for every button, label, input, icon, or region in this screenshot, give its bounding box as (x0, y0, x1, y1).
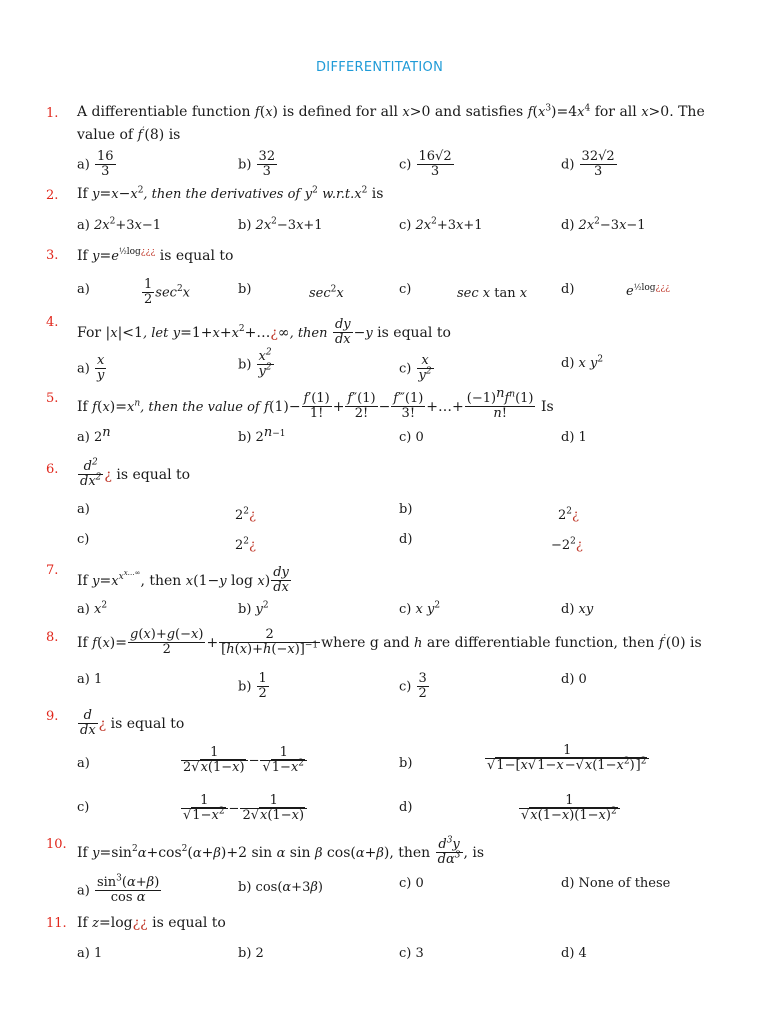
q3-option-d-value: $e^{\frac{1}{2}log¿¿¿}$ (626, 282, 671, 299)
q1-option-b[interactable]: b) $\frac{32}{3}$ (238, 149, 276, 180)
question-9-text: $\frac{d}{dx}$ ¿ is equal to (80, 708, 185, 739)
q5-option-c[interactable]: c) 0 (399, 430, 424, 445)
question-number-10: 10. (46, 837, 67, 852)
question-11-text: If z=log¿¿ is equal to (77, 915, 226, 931)
q1-option-d[interactable]: d) $\frac{32√2}{3}$ (561, 149, 615, 180)
document-title: DIFFERENTITATION (316, 60, 444, 75)
question-number-2: 2. (46, 188, 59, 203)
q10-option-b[interactable]: b) cos(α+3β) (238, 880, 323, 895)
q7-option-c[interactable]: c) x $y^2$ (399, 600, 441, 617)
question-2-text: If $y=x-x^2$, then the derivatives of $y^2$ $w.r.t.x^2$ is (77, 185, 384, 202)
question-8-text: If f(x)= $\frac{g(x)+g(-x)}{2}$ + $\frac{2}{[h(x)+h(-x)]^{-1}}$ where g and h are differentiable function, then f′(0) is (77, 627, 702, 658)
q9-option-a-value: $\frac{1}{2√x(1-x)}$ − $\frac{1}{√1-x^2}$ (180, 746, 308, 776)
question-number-9: 9. (46, 709, 59, 724)
q3-option-a-label[interactable]: a) (77, 282, 90, 297)
q9-option-b-value: $\frac{1}{√1-[x√1-x-√x(1-x^2)]^2}$ (484, 744, 650, 774)
q3-option-d-label[interactable]: d) (561, 282, 575, 297)
question-number-8: 8. (46, 630, 59, 645)
q10-option-a[interactable]: a) $\frac{\sin^3(\alpha+\beta)}{\text{cos α}}$ (77, 873, 160, 906)
q6-option-c-value: $2^2¿$ (235, 536, 256, 553)
question-3-text: If $y=e^{\frac{1}{2}log¿¿¿}$ is equal to (77, 247, 234, 264)
q8-option-c[interactable]: c) $\frac{3}{2}$ (399, 671, 427, 702)
question-number-6: 6. (46, 462, 59, 477)
question-6-text: $\frac{d^2}{dx^2}$ ¿ is equal to (80, 457, 191, 490)
q9-option-d-label[interactable]: d) (399, 800, 413, 815)
q4-option-c[interactable]: c) $\frac{x}{y^2}$ (399, 353, 432, 384)
q9-option-c-value: $\frac{1}{√1-x^2}$ − $\frac{1}{2√x(1-x)}$ (180, 794, 308, 824)
question-10-text: If $y=\sin^2\alpha+\cos^2(\alpha+\beta)+2$ sin α sin β cos(α+β), then $\frac{d^3y}{d\alpha^3}$ , is (77, 835, 485, 868)
question-7-text: If $y=x^{x^{x\dots\infty}}$, then x(1−y log x) $\frac{dy}{dx}$ (77, 565, 289, 596)
q8-option-a[interactable]: a) 1 (77, 672, 103, 687)
q10-option-c[interactable]: c) 0 (399, 876, 424, 891)
q6-option-b-value: $2^2¿$ (558, 506, 579, 523)
q3-option-a-value: $\frac{1}{2}$ $\sec^2x$ (144, 277, 191, 308)
q9-option-d-value: $\frac{1}{√x(1-x)(1-x)^2}$ (518, 794, 621, 824)
question-number-1: 1. (46, 106, 59, 121)
q11-option-b[interactable]: b) 2 (238, 946, 264, 961)
q5-option-d[interactable]: d) 1 (561, 430, 587, 445)
q9-option-c-label[interactable]: c) (77, 800, 90, 815)
question-4-text: For |x|<1, let $y=1+x+x^2+\dots¿\infty$, then $\frac{dy}{dx}$ −y is equal to (77, 317, 451, 348)
q1-option-c[interactable]: c) $\frac{16√2}{3}$ (399, 149, 452, 180)
q6-option-b-label[interactable]: b) (399, 502, 413, 517)
question-number-5: 5. (46, 391, 59, 406)
q4-option-d[interactable]: d) x $y^2$ (561, 354, 604, 371)
q2-option-a[interactable]: a) $2x^2+3x-1$ (77, 216, 161, 233)
question-1-text-line2: value of f′(8) is (77, 126, 181, 143)
q7-option-a[interactable]: a) $x^2$ (77, 600, 108, 617)
q4-option-a[interactable]: a) $\frac{x}{y}$ (77, 353, 105, 384)
q1-option-a[interactable]: a) $\frac{16}{3}$ (77, 149, 114, 180)
q6-option-a-value: $2^2¿$ (235, 506, 256, 523)
q2-option-c[interactable]: c) $2x^2+3x+1$ (399, 216, 483, 233)
q3-option-b-value: $\sec^2x$ (309, 284, 344, 301)
q4-option-b[interactable]: b) $\frac{x^2}{y^2}$ (238, 347, 272, 380)
q3-option-c-label[interactable]: c) (399, 282, 412, 297)
question-number-4: 4. (46, 315, 59, 330)
question-number-11: 11. (46, 916, 67, 931)
q2-option-b[interactable]: b) $2x^2-3x+1$ (238, 216, 323, 233)
question-5-text: If $f(x)=x^n$, then the value of f(1)− $\frac{f'(1)}{1!}$ + $\frac{f''(1)}{2!}$ − $\frac{f‴(1)}{3!}$ +…+ $\frac{(-1)^nf^n(1)}{n!}$ Is (77, 385, 554, 422)
q6-option-d-value: $-2^2¿$ (551, 536, 583, 553)
q6-option-a-label[interactable]: a) (77, 502, 90, 517)
q2-option-d[interactable]: d) $2x^2-3x-1$ (561, 216, 646, 233)
q8-option-b[interactable]: b) $\frac{1}{2}$ (238, 671, 267, 702)
q7-option-d[interactable]: d) xy (561, 602, 594, 617)
q5-option-b[interactable]: b) $2^{n-1}$ (238, 424, 286, 445)
q3-option-b-label[interactable]: b) (238, 282, 252, 297)
q8-option-d[interactable]: d) 0 (561, 672, 587, 687)
q5-option-a[interactable]: a) 2$^n$ (77, 424, 111, 445)
q3-option-c-value: sec x tan x (457, 286, 528, 301)
q9-option-a-label[interactable]: a) (77, 756, 90, 771)
q11-option-d[interactable]: d) 4 (561, 946, 587, 961)
q10-option-d[interactable]: d) None of these (561, 876, 671, 891)
question-number-3: 3. (46, 248, 59, 263)
q11-option-c[interactable]: c) 3 (399, 946, 424, 961)
q6-option-c-label[interactable]: c) (77, 532, 90, 547)
question-number-7: 7. (46, 563, 59, 578)
q7-option-b[interactable]: b) $y^2$ (238, 600, 269, 617)
q6-option-d-label[interactable]: d) (399, 532, 413, 547)
q9-option-b-label[interactable]: b) (399, 756, 413, 771)
question-1-text-line1: A differentiable function f(x) is defined for all x>0 and satisfies $f(x^3)=4x^4$ for all x>0. The (77, 103, 705, 120)
q11-option-a[interactable]: a) 1 (77, 946, 103, 961)
